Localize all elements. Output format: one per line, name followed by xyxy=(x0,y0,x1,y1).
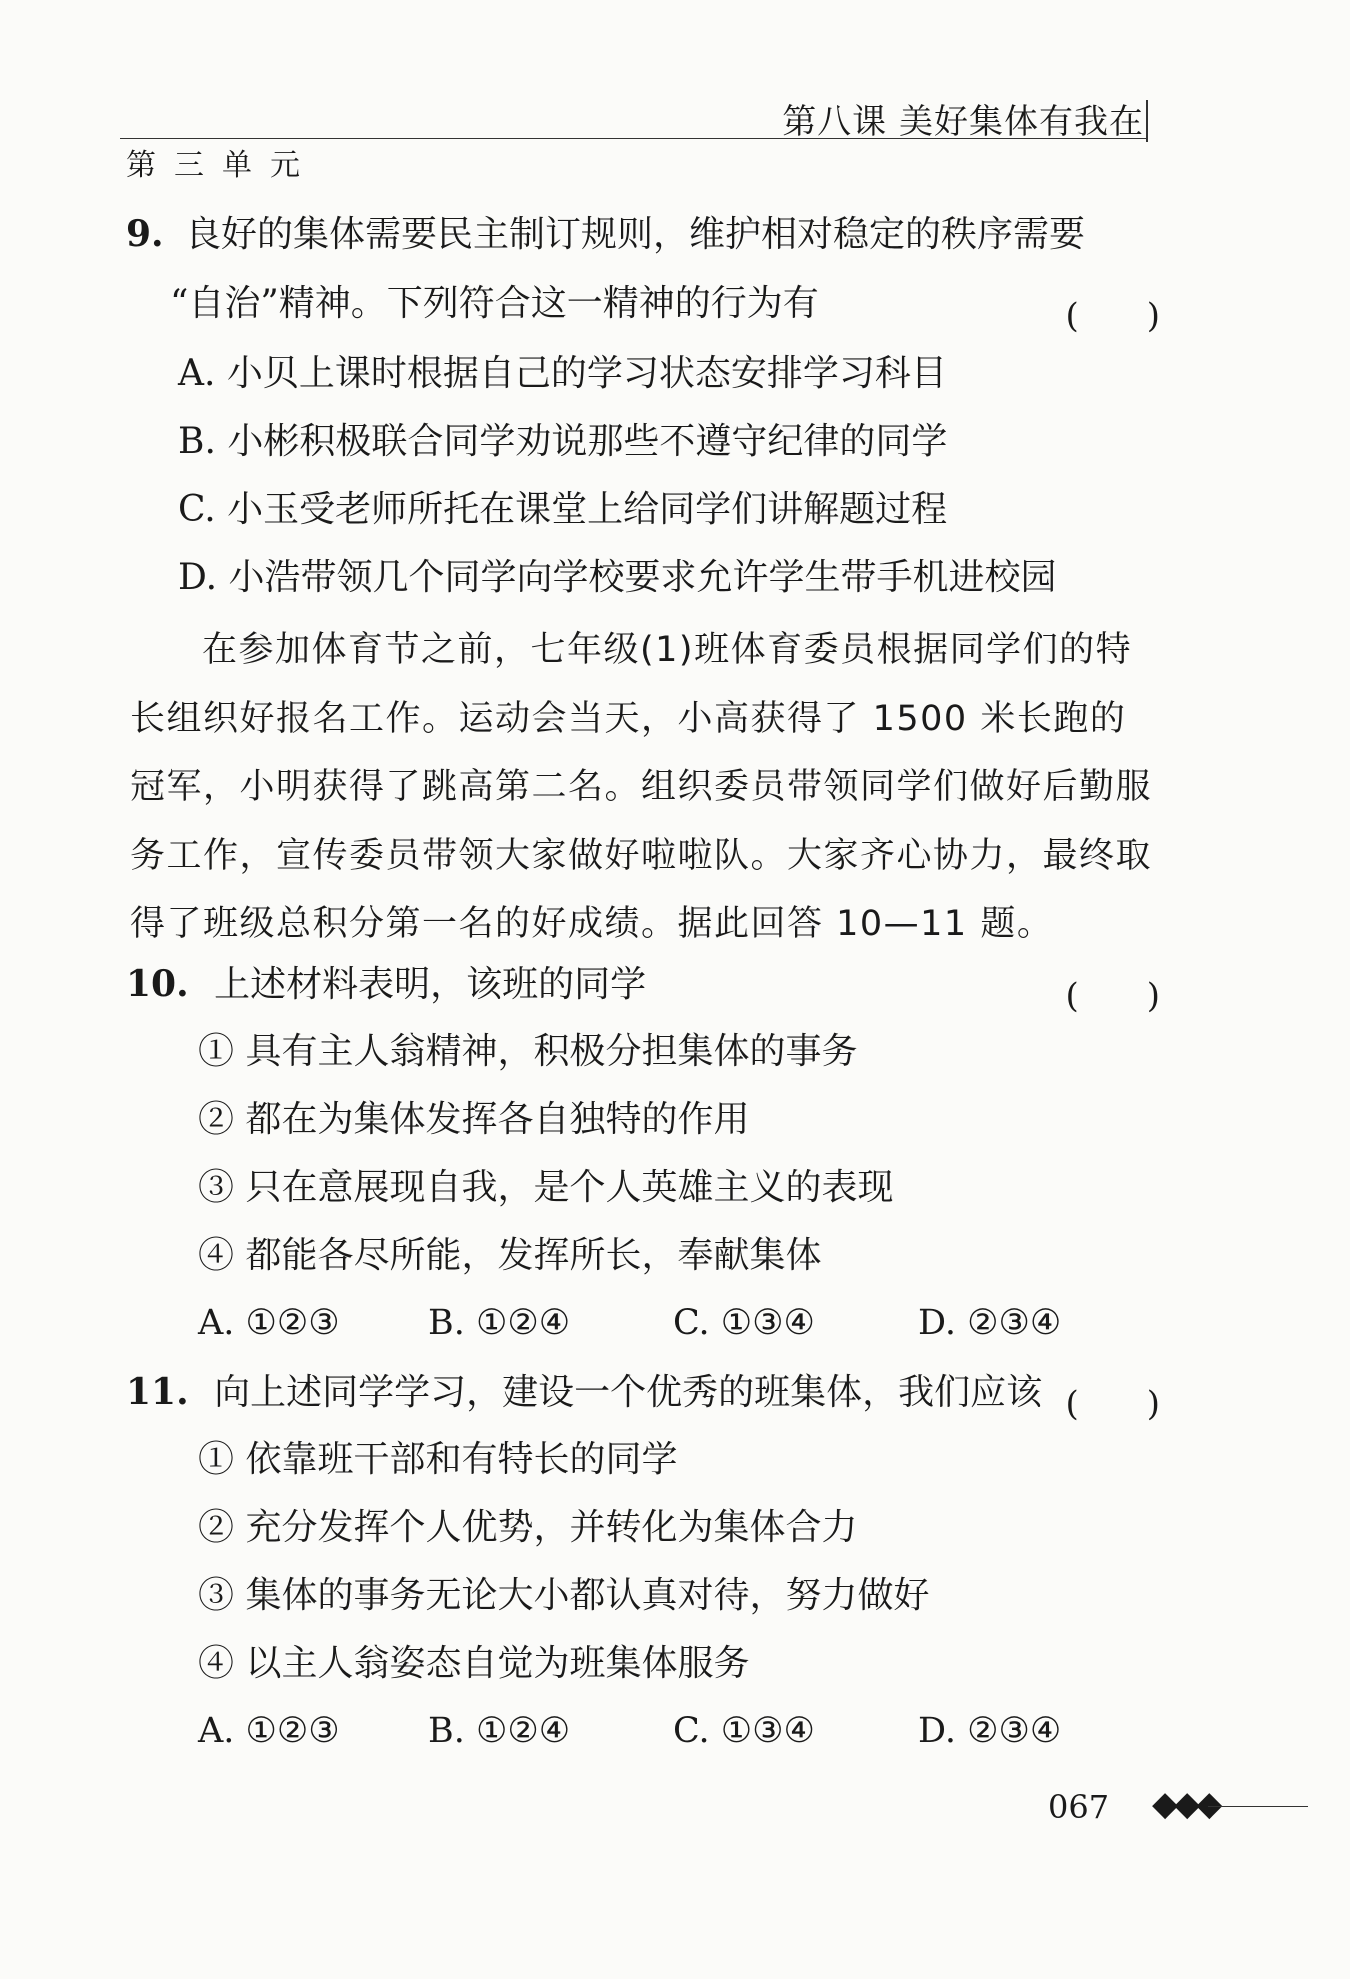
q10-item-1: ① 具有主人翁精神，积极分担集体的事务 xyxy=(198,1031,858,1072)
q9-option-a: A. 小贝上课时根据自己的学习状态安排学习科目 xyxy=(178,353,947,394)
q11-item-4: ④ 以主人翁姿态自觉为班集体服务 xyxy=(198,1643,750,1684)
q9-answer-paren[interactable]: ( ) xyxy=(1065,296,1160,336)
q10-stem xyxy=(126,963,647,1005)
q9-stem-line2: “自治”精神。下列符合这一精神的行为有 xyxy=(170,283,819,324)
q11-choice-c[interactable]: C. ①③④ xyxy=(673,1711,815,1751)
page-number: 067 xyxy=(1048,1788,1110,1826)
lesson-title: 第八课 美好集体有我在 xyxy=(782,102,1144,142)
q10-choice-a[interactable]: A. ①②③ xyxy=(198,1303,340,1343)
q10-item-3: ③ 只在意展现自我，是个人英雄主义的表现 xyxy=(198,1167,894,1208)
q11-number: 11. xyxy=(126,1371,189,1413)
q10-stem-text: 上述材料表明，该班的同学 xyxy=(214,964,647,1005)
q10-choices xyxy=(198,1303,1118,1343)
footer-rule xyxy=(1208,1806,1308,1807)
q10-number: 10. xyxy=(126,963,189,1005)
q11-stem-text: 向上述同学学习，建设一个优秀的班集体，我们应该 xyxy=(214,1372,1043,1413)
q10-choice-b[interactable]: B. ①②④ xyxy=(428,1303,571,1343)
q11-choice-d[interactable]: D. ②③④ xyxy=(918,1711,1062,1751)
material-paragraph: 在参加体育节之前，七年级(1)班体育委员根据同学们的特长组织好报名工作。运动会当天，小高获得了 1500 米长跑的冠军，小明获得了跳高第二名。组织委员带领同学们做好后勤服务工作，宣传委员带领大家做好啦啦队。大家齐心协力，最终取得了班级总积分第一名的好成绩。据此回答 10—11 题。 xyxy=(130,630,1153,944)
q11-item-3: ③ 集体的事务无论大小都认真对待，努力做好 xyxy=(198,1575,930,1616)
q11-item-2: ② 充分发挥个人优势，并转化为集体合力 xyxy=(198,1507,858,1548)
q9-option-c: C. 小玉受老师所托在课堂上给同学们讲解题过程 xyxy=(178,489,948,530)
q9-stem-text-1: 良好的集体需要民主制订规则，维护相对稳定的秩序需要 xyxy=(185,214,1086,255)
q11-answer-paren[interactable]: ( ) xyxy=(1065,1384,1160,1424)
header-bar-divider xyxy=(1146,100,1148,142)
q11-item-1: ① 依靠班干部和有特长的同学 xyxy=(198,1439,678,1480)
q11-choice-a[interactable]: A. ①②③ xyxy=(198,1711,340,1751)
q10-choice-d[interactable]: D. ②③④ xyxy=(918,1303,1062,1343)
q11-choice-b[interactable]: B. ①②④ xyxy=(428,1711,571,1751)
q10-item-4: ④ 都能各尽所能，发挥所长，奉献集体 xyxy=(198,1235,822,1276)
q9-number: 9. xyxy=(126,213,164,255)
header-rule xyxy=(120,138,1148,139)
diamond-ornament-icon: ◆◆◆ xyxy=(1152,1784,1219,1824)
q9-option-d: D. 小浩带领几个同学向学校要求允许学生带手机进校园 xyxy=(178,557,1057,598)
q11-choices xyxy=(198,1711,1118,1751)
q11-stem xyxy=(126,1371,1043,1413)
q10-answer-paren[interactable]: ( ) xyxy=(1065,976,1160,1016)
q9-stem-line1 xyxy=(126,213,1086,255)
unit-label: 第三单元 xyxy=(126,148,318,183)
q9-option-b: B. 小彬积极联合同学劝说那些不遵守纪律的同学 xyxy=(178,421,948,462)
q10-item-2: ② 都在为集体发挥各自独特的作用 xyxy=(198,1099,750,1140)
q10-choice-c[interactable]: C. ①③④ xyxy=(673,1303,815,1343)
